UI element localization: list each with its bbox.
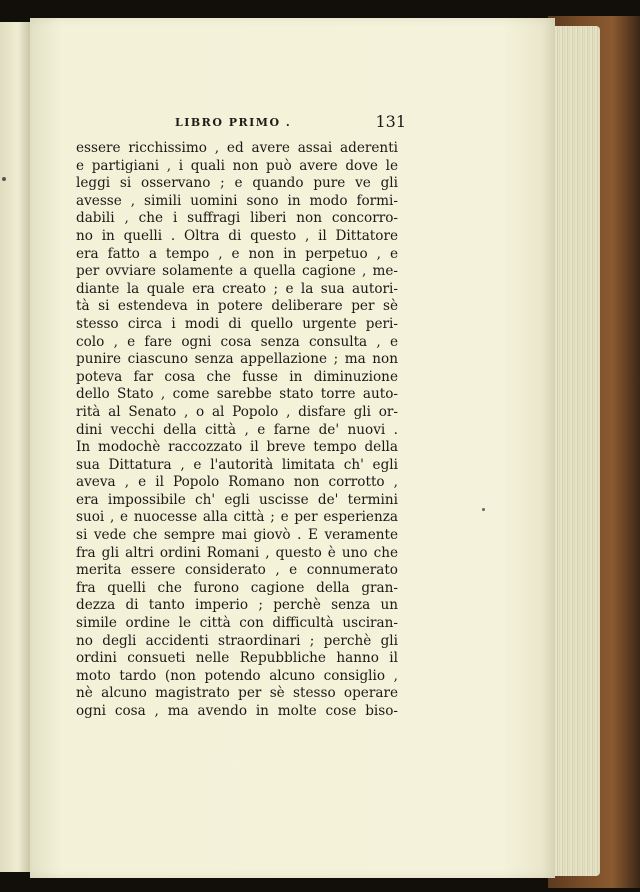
text-line: tà si estendeva in potere deliberare per sè xyxy=(76,298,398,315)
page-edges xyxy=(548,26,600,876)
text-line: poteva far cosa che fusse in diminuzione xyxy=(76,368,398,385)
facing-page xyxy=(0,22,30,872)
text-line: In modochè raccozzato il breve tempo della xyxy=(76,439,398,456)
text-line: suoi , e nuocesse alla città ; e per esperienza xyxy=(76,509,398,526)
text-line: dezza di tanto imperio ; perchè senza un xyxy=(76,597,398,614)
text-line: e partigiani , i quali non può avere dove le xyxy=(76,157,398,174)
page-number: 131 xyxy=(375,112,406,131)
chapter-title: LIBRO PRIMO . xyxy=(175,116,292,129)
text-line: dini vecchi della città , e farne de' nuovi . xyxy=(76,421,398,438)
text-line: stesso circa i modi di quello urgente peri- xyxy=(76,315,398,332)
text-line: ordini consueti nelle Repubbliche hanno il xyxy=(76,650,398,667)
text-line: simile ordine le città con difficultà usciran- xyxy=(76,615,398,632)
text-line: dabili , che i suffragi liberi non concorro- xyxy=(76,210,398,227)
text-line: merita essere considerato , e connumerato xyxy=(76,562,398,579)
text-line: punire ciascuno senza appellazione ; ma non xyxy=(76,351,398,368)
text-line: fra quelli che furono cagione della gran- xyxy=(76,579,398,596)
text-line: ogni cosa , ma avendo in molte cose biso- xyxy=(76,703,398,719)
text-line: essere ricchissimo , ed avere assai aderenti xyxy=(76,140,398,156)
text-line: aveva , e il Popolo Romano non corrotto , xyxy=(76,474,398,491)
text-line: per ovviare solamente a quella cagione , me- xyxy=(76,263,398,280)
text-line: era impossibile ch' egli uscisse de' termini xyxy=(76,491,398,508)
text-line: avesse , simili uomini sono in modo formi- xyxy=(76,192,398,209)
text-line: no in quelli . Oltra di questo , il Dittatore xyxy=(76,227,398,244)
text-line: fra gli altri ordini Romani , questo è uno che xyxy=(76,544,398,561)
text-line: diante la quale era creato ; e la sua autori- xyxy=(76,280,398,297)
text-line: leggi si osservano ; e quando pure ve gli xyxy=(76,175,398,192)
running-head xyxy=(150,112,406,136)
text-line: sua Dittatura , e l'autorità limitata ch' egli xyxy=(76,456,398,473)
text-line: era fatto a tempo , e non in perpetuo , e xyxy=(76,245,398,262)
text-line: colo , e fare ogni cosa senza consulta , e xyxy=(76,333,398,350)
ink-mark xyxy=(2,177,6,181)
text-line: no degli accidenti straordinari ; perchè gli xyxy=(76,632,398,649)
text-line: dello Stato , come sarebbe stato torre auto- xyxy=(76,386,398,403)
paper-speck xyxy=(482,508,485,511)
text-line: moto tardo (non potendo alcuno consiglio , xyxy=(76,667,398,684)
text-line: rità al Senato , o al Popolo , disfare gli or- xyxy=(76,403,398,420)
text-line: si vede che sempre mai giovò . E veramente xyxy=(76,527,398,544)
text-block xyxy=(76,140,398,721)
text-line: nè alcuno magistrato per sè stesso operare xyxy=(76,685,398,702)
